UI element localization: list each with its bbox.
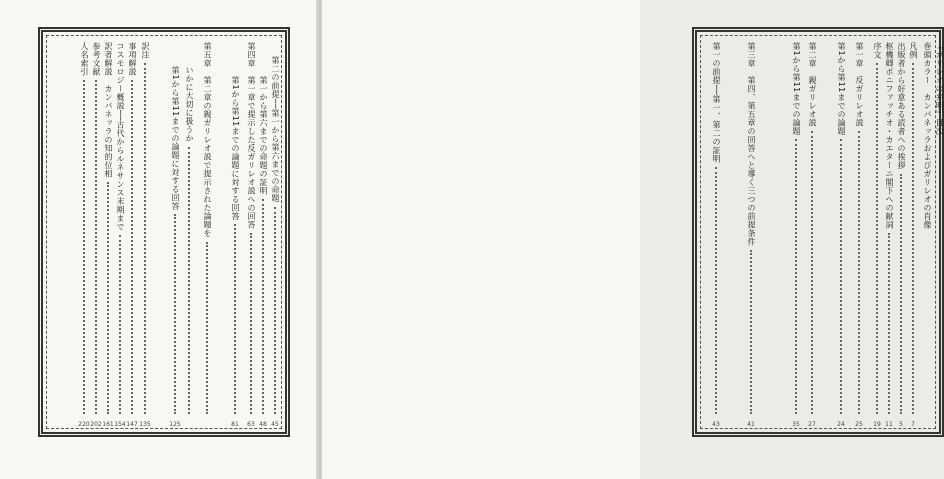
left-page-number: 202 bbox=[90, 421, 102, 428]
left-page-border bbox=[38, 27, 290, 437]
left-leader-dots bbox=[188, 147, 190, 414]
right-leader-dots bbox=[900, 174, 902, 414]
left-leader-dots bbox=[119, 235, 121, 414]
right-leader-dots bbox=[750, 250, 752, 414]
right-leader-dots bbox=[858, 131, 860, 414]
left-entry-label: 訳者解説 カンパネッラの知的位相 bbox=[104, 42, 113, 178]
left-page-number: 81 bbox=[231, 421, 239, 428]
right-page-number: 19 bbox=[873, 421, 881, 428]
left-entry-label: コスモロジー概説──古代からルネサンス末期まで bbox=[116, 42, 125, 232]
right-entry-label: 第三章 第四、第五章の回答へと導く三つの前提条件 bbox=[747, 42, 756, 246]
left-page-number: 220 bbox=[78, 421, 90, 428]
left-leader-dots bbox=[131, 80, 133, 414]
left-entry-label: いかに大切に扱うか bbox=[185, 66, 194, 143]
right-page-number: 41 bbox=[747, 421, 755, 428]
left-page-number: 63 bbox=[247, 421, 255, 428]
right-toc-list bbox=[700, 35, 944, 429]
left-leader-dots bbox=[95, 80, 97, 414]
left-page-number: 135 bbox=[139, 421, 151, 428]
left-leader-dots bbox=[83, 80, 85, 414]
left-page-number: 45 bbox=[271, 421, 279, 428]
left-page bbox=[0, 0, 318, 479]
left-page-number: 147 bbox=[126, 421, 138, 428]
right-entry-label: 序文 bbox=[873, 42, 882, 59]
right-entry-label: 枢機卿ボニファッチオ・カエターニ閣下への献詞 bbox=[885, 42, 894, 229]
right-entry-label: 第1から第11までの論題 bbox=[837, 42, 846, 136]
right-entry-label: 第二章 親ガリレオ説 bbox=[808, 42, 817, 127]
right-page-border bbox=[692, 27, 944, 437]
left-leader-dots bbox=[174, 214, 176, 414]
left-leader-dots bbox=[262, 199, 264, 414]
right-leader-dots bbox=[811, 131, 813, 414]
left-leader-dots bbox=[274, 207, 276, 414]
left-entry-label: 第一から第六までの命題の証明 bbox=[259, 76, 268, 195]
right-entry-label: 第1から第11までの論題 bbox=[792, 42, 801, 136]
right-entry-label: 凡例 bbox=[909, 42, 918, 59]
right-page bbox=[322, 0, 944, 479]
left-entry-label: 第1から第11までの論題に対する回答 bbox=[171, 66, 180, 211]
right-leader-dots bbox=[888, 233, 890, 414]
left-entry-label: 訳注 bbox=[141, 42, 150, 59]
left-leader-dots bbox=[107, 182, 109, 414]
left-page-number: 48 bbox=[259, 421, 267, 428]
left-entry-label: 第四章 第一章で提示した反ガリレオ説への回答 bbox=[247, 42, 256, 229]
right-entry-label: 巻頭カラー カンパネッラおよびガリレオの肖像 bbox=[923, 42, 932, 229]
right-entry-label: 第一の前提──第一、第二の証明 bbox=[712, 42, 721, 164]
right-leader-dots bbox=[840, 139, 842, 414]
right-page-number: 11 bbox=[885, 421, 893, 428]
left-entry-label: 人名索引 bbox=[80, 42, 89, 76]
right-page-number: 35 bbox=[792, 421, 800, 428]
right-page-number: 27 bbox=[808, 421, 816, 428]
toc-title: 『ガリレオの弁明』目次 bbox=[935, 42, 944, 136]
left-entry-label: 参考文献 bbox=[92, 42, 101, 76]
right-page-number: 43 bbox=[712, 421, 720, 428]
left-leader-dots bbox=[250, 233, 252, 414]
left-leader-dots bbox=[234, 224, 236, 414]
right-leader-dots bbox=[876, 63, 878, 414]
left-entry-label: 事項解説 bbox=[128, 42, 137, 76]
right-entry-label: 第一章 反ガリレオ説 bbox=[855, 42, 864, 127]
left-page-number: 154 bbox=[114, 421, 126, 428]
right-leader-dots bbox=[715, 167, 717, 414]
right-leader-dots bbox=[912, 63, 914, 414]
left-leader-dots bbox=[206, 242, 208, 414]
left-entry-label: 第1から第11までの論題に対する回答 bbox=[231, 76, 240, 221]
left-page-number: 125 bbox=[169, 421, 181, 428]
right-leader-dots bbox=[795, 139, 797, 414]
right-page-number: 25 bbox=[855, 421, 863, 428]
right-page-number: 24 bbox=[837, 421, 845, 428]
left-page-number: 161 bbox=[102, 421, 114, 428]
left-entry-label: 第二の前提──第一から第六までの命題 bbox=[271, 56, 280, 203]
right-page-number: 5 bbox=[899, 421, 903, 428]
right-entry-label: 出版者から好意ある読者への挨拶 bbox=[897, 42, 906, 170]
right-page-number: 7 bbox=[911, 421, 915, 428]
left-leader-dots bbox=[144, 63, 146, 414]
left-toc-list bbox=[46, 35, 282, 429]
left-entry-label: 第五章 第二章の親ガリレオ説で提示された論題を bbox=[203, 42, 212, 238]
